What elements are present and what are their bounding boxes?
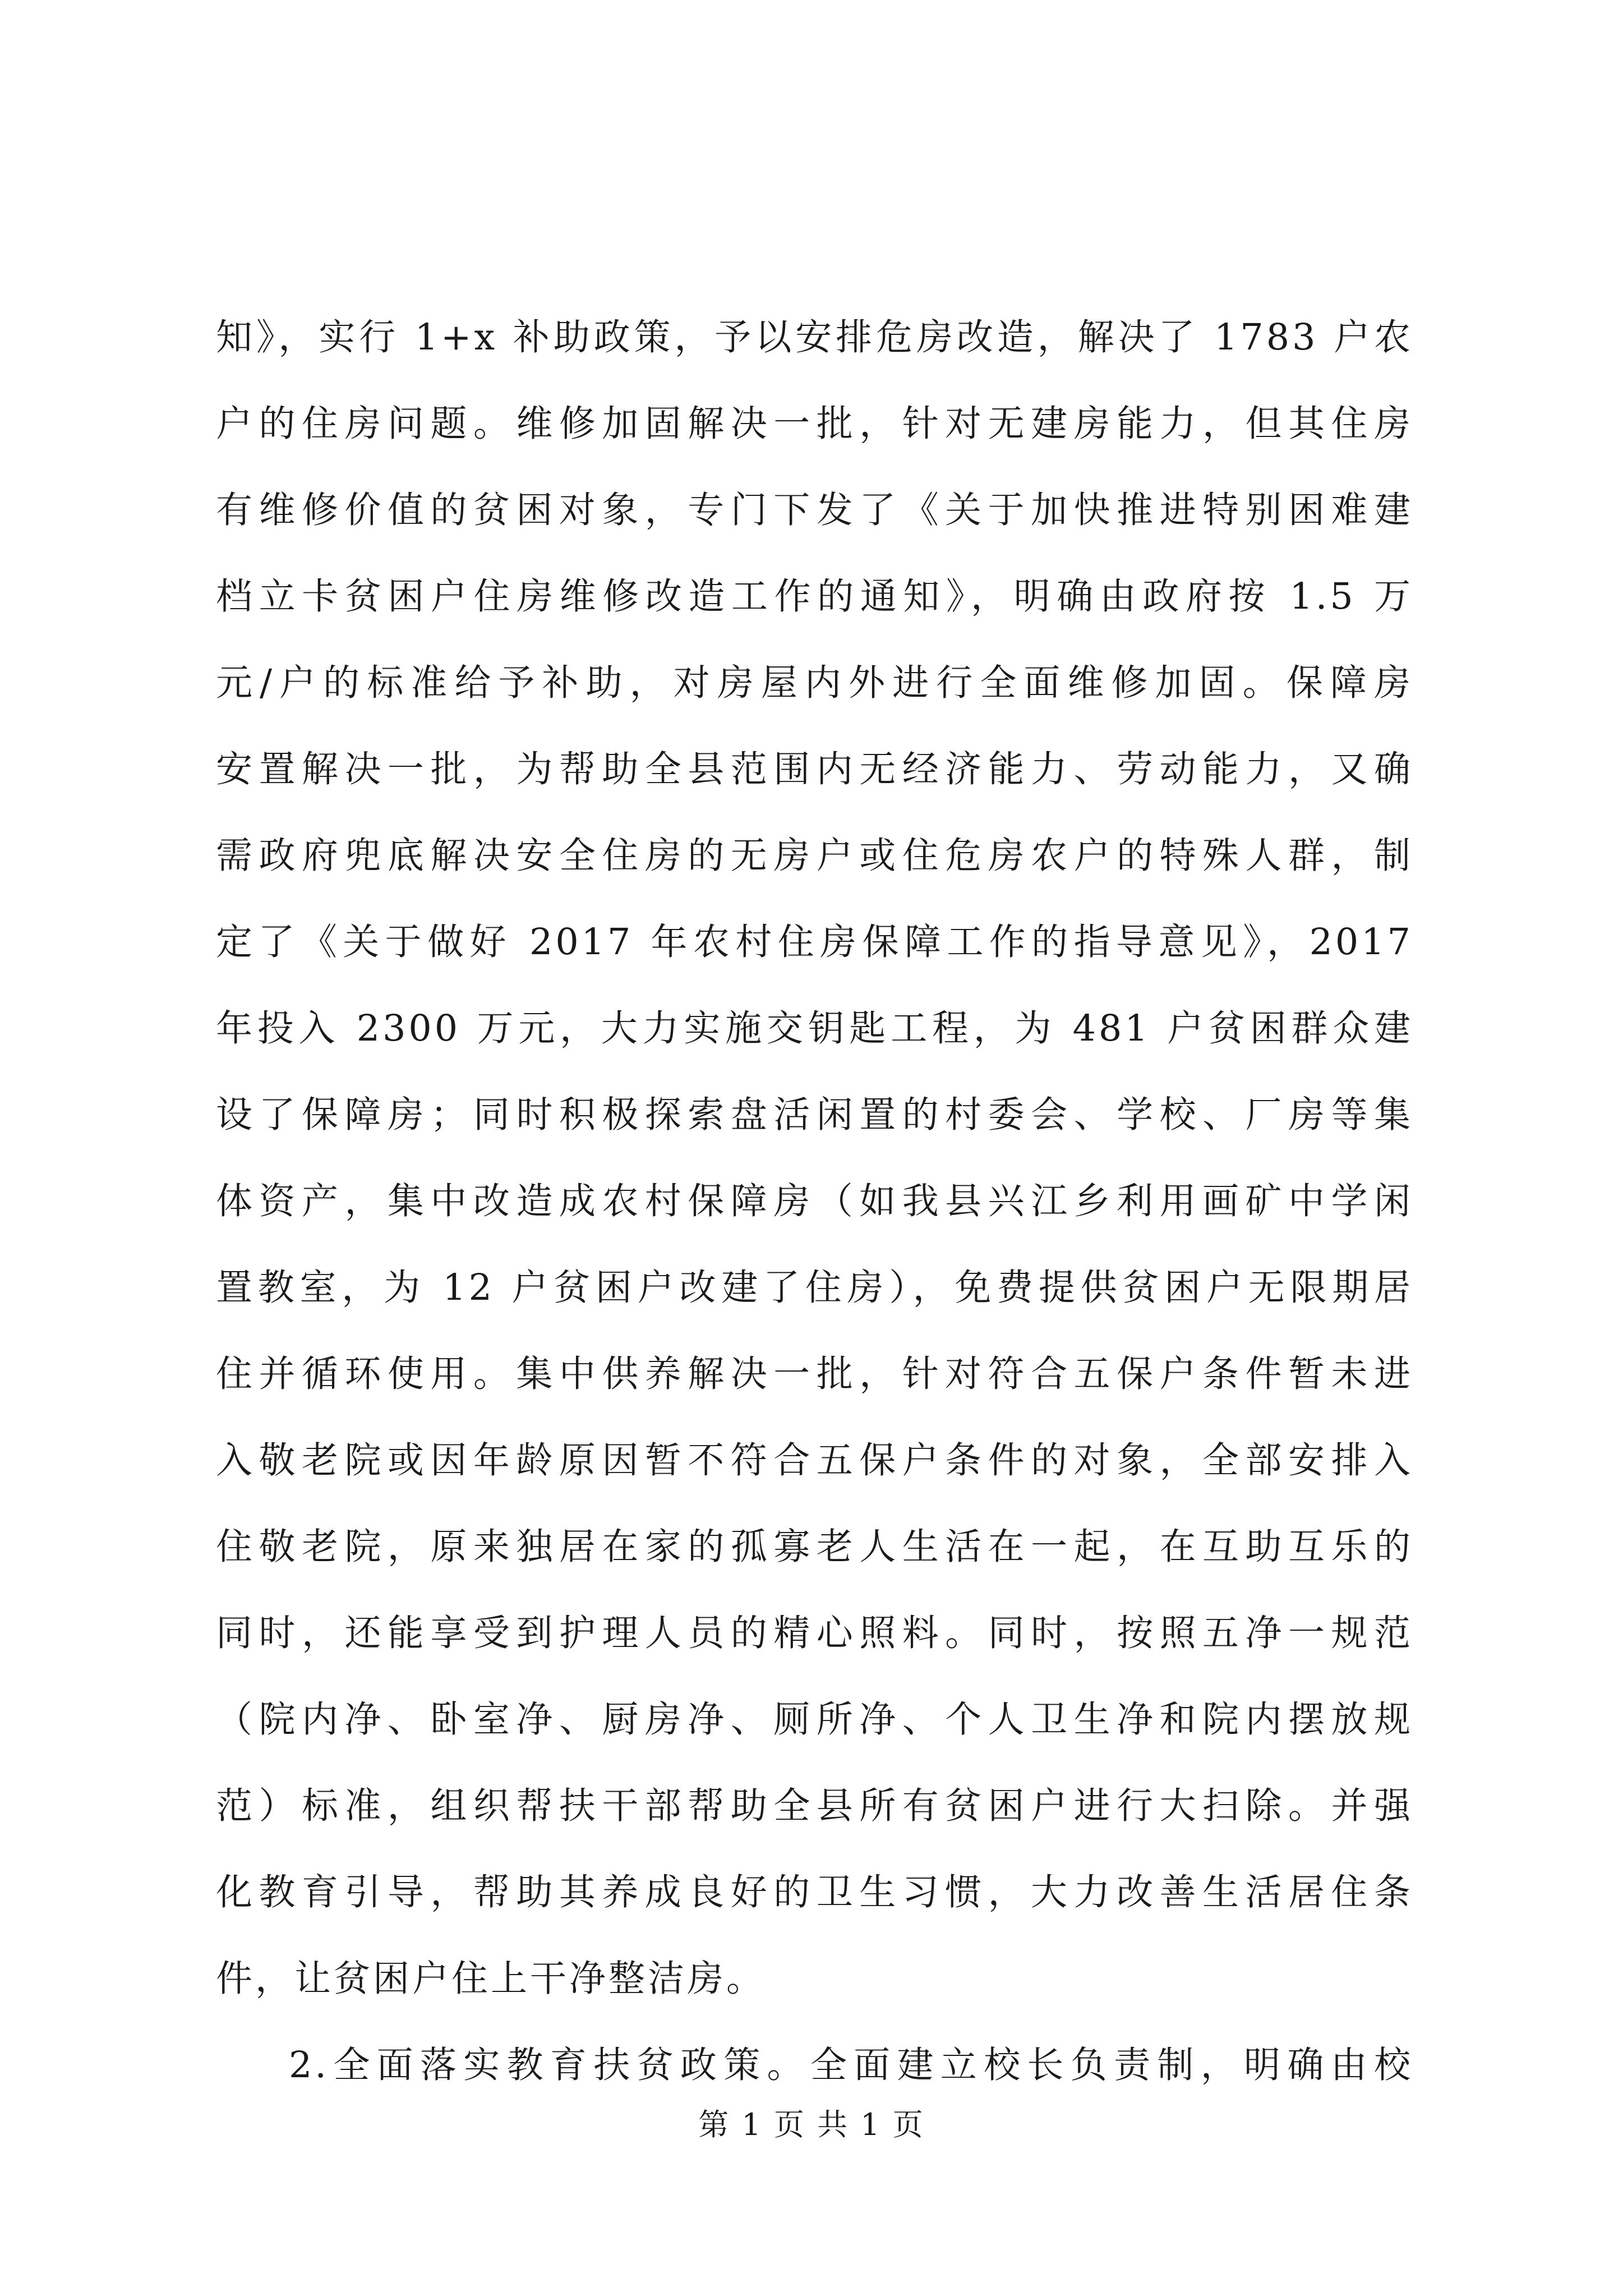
text-line: （院内净、卧室净、厨房净、厕所净、个人卫生净和院内摆放规: [216, 1699, 1413, 1741]
text-line: 体资产，集中改造成农村保障房（如我县兴江乡利用画矿中学闲: [216, 1180, 1413, 1222]
paragraph-housing: [216, 295, 1413, 2022]
text-line: 知》，实行 1+x 补助政策，予以安排危房改造，解决了 1783 户农: [216, 316, 1413, 358]
text-line: 住敬老院，原来独居在家的孤寡老人生活在一起，在互助互乐的: [216, 1526, 1413, 1568]
text-line: 年投入 2300 万元，大力实施交钥匙工程，为 481 户贫困群众建: [216, 1007, 1413, 1050]
text-line: 同时，还能享受到护理人员的精心照料。同时，按照五净一规范: [216, 1612, 1413, 1654]
text-line: 2.全面落实教育扶贫政策。全面建立校长负责制，明确由校: [289, 2044, 1413, 2086]
text-line: 设了保障房；同时积极探索盘活闲置的村委会、学校、厂房等集: [216, 1094, 1413, 1136]
text-line: 置教室，为 12 户贫困户改建了住房），免费提供贫困户无限期居: [216, 1267, 1413, 1309]
text-line: 有维修价值的贫困对象，专门下发了《关于加快推进特别困难建: [216, 489, 1413, 531]
text-line: 定了《关于做好 2017 年农村住房保障工作的指导意见》，2017: [216, 921, 1413, 963]
text-line: 安置解决一批，为帮助全县范围内无经济能力、劳动能力，又确: [216, 748, 1413, 790]
body-text: [216, 295, 1413, 2109]
text-line: 住并循环使用。集中供养解决一批，针对符合五保户条件暂未进: [216, 1353, 1413, 1395]
paragraph-education: [216, 2022, 1413, 2109]
text-line: 化教育引导，帮助其养成良好的卫生习惯，大力改善生活居住条: [216, 1871, 1413, 1913]
text-line: 档立卡贫困户住房维修改造工作的通知》，明确由政府按 1.5 万: [216, 576, 1413, 618]
text-line: 户的住房问题。维修加固解决一批，针对无建房能力，但其住房: [216, 403, 1413, 445]
text-line: 需政府兜底解决安全住房的无房户或住危房农户的特殊人群，制: [216, 835, 1413, 877]
page-number-label: 第 1 页 共 1 页: [698, 2107, 925, 2142]
page-footer: [0, 2101, 1623, 2144]
text-line: 元/户的标准给予补助，对房屋内外进行全面维修加固。保障房: [216, 662, 1413, 704]
text-line: 件，让贫困户住上干净整洁房。: [216, 1958, 766, 2000]
text-line: 范）标准，组织帮扶干部帮助全县所有贫困户进行大扫除。并强: [216, 1785, 1413, 1827]
text-line: 入敬老院或因年龄原因暂不符合五保户条件的对象，全部安排入: [216, 1439, 1413, 1481]
